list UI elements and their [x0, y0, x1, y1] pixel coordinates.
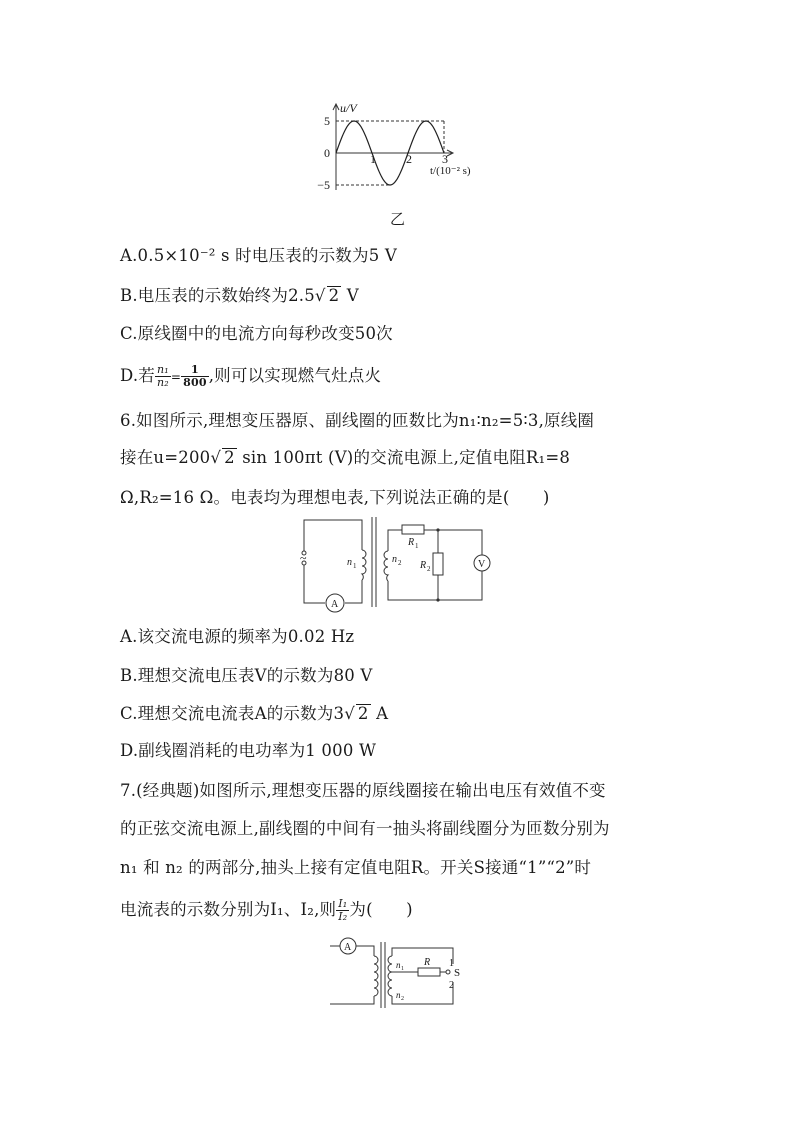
q7-frac-num: I₁: [338, 897, 348, 910]
q6-n1-label: n: [347, 557, 352, 568]
q7-key2-label: 2: [449, 980, 454, 991]
q5-option-b-unit: V: [341, 286, 359, 305]
q6-stem-line1: 6.如图所示,理想变压器原、副线圈的匝数比为n₁∶n₂=5∶3,原线圈: [120, 411, 595, 430]
q7-key1-label: 1: [449, 958, 454, 969]
q7-frac-den: I₂: [338, 910, 348, 923]
x-tick-label: 2: [406, 152, 412, 166]
q6-voltmeter-label: V: [478, 559, 486, 570]
svg-text:1: 1: [353, 562, 357, 570]
q7-n2-label: n: [396, 990, 401, 1000]
q6-secondary-coil-icon: [384, 551, 388, 581]
q5-d-frac2-den: 800: [183, 376, 207, 389]
q6-line2-post: sin 100πt (V)的交流电源上,定值电阻R₁=8: [236, 448, 571, 467]
q6-line2-pre: 接在u=200: [120, 448, 211, 467]
svg-text:2: 2: [401, 996, 404, 1002]
x-tick-label: 1: [370, 152, 376, 166]
q7-switch-icon: [446, 970, 450, 974]
q7-r-label: R: [424, 957, 431, 968]
svg-text:2: 2: [398, 559, 402, 567]
q7-resistor-icon: [418, 968, 440, 976]
q7-s-label: S: [454, 967, 461, 979]
q6-stem-line3: Ω,R₂=16 Ω。电表均为理想电表,下列说法正确的是( ): [120, 488, 550, 507]
svg-text:1: 1: [401, 966, 404, 972]
q5-d-frac2-num: 1: [181, 364, 209, 377]
q7-line4-post: 为( ): [349, 900, 413, 919]
y-axis-label: u/V: [340, 101, 357, 115]
q6-option-c-unit: A: [370, 704, 389, 723]
q6-resistor-r2-icon: [433, 553, 443, 575]
q7-n1-label: n: [396, 960, 401, 970]
q7-ammeter-label: A: [344, 942, 352, 953]
q5-option-a: A.0.5×10⁻² s 时电压表的示数为5 V: [120, 246, 397, 265]
q5-option-b: B.电压表的示数始终为2.5√ 2 V: [120, 286, 359, 305]
q6-option-a: A.该交流电源的频率为0.02 Hz: [120, 627, 355, 646]
q6-line2-sqrt: 2: [224, 448, 235, 467]
q7-secondary-coil-icon: [388, 956, 392, 996]
q5-d-frac-den: n₂: [157, 376, 169, 389]
q7-line4-pre: 电流表的示数分别为I₁、I₂,则: [120, 900, 337, 919]
q6-resistor-r1-icon: [402, 525, 424, 534]
q6-r1-label: R: [408, 537, 415, 548]
q5-d-eq: =: [170, 370, 182, 384]
q6-circuit-diagram: [292, 515, 492, 610]
q7-stem-line1: 7.(经典题)如图所示,理想变压器的原线圈接在输出电压有效值不变: [120, 781, 606, 800]
q6-option-c-sqrt: 2: [357, 704, 369, 723]
q5-option-c: C.原线圈中的电流方向每秒改变50次: [120, 324, 393, 343]
q5-option-d: [120, 364, 381, 389]
q6-stem-line2: 接在u=200√ 2 sin 100πt (V)的交流电源上,定值电阻R₁=8: [120, 448, 571, 467]
x-axis-label: t/(10⁻² s): [430, 165, 471, 177]
y-tick-label: 0: [324, 146, 330, 160]
q6-primary-coil-icon: [362, 550, 366, 580]
svg-text:1: 1: [415, 542, 419, 550]
q6-ammeter-label: A: [331, 599, 339, 610]
q6-option-b: B.理想交流电压表V的示数为80 V: [120, 666, 373, 685]
q5-option-d-prefix: D.若: [120, 366, 155, 385]
q5-option-b-sqrt: 2: [328, 286, 340, 305]
q7-stem-line3: n₁ 和 n₂ 的两部分,抽头上接有定值电阻R。开关S接通“1”“2”时: [120, 858, 592, 877]
svg-text:2: 2: [427, 565, 431, 573]
q5-d-frac-num: n₁: [157, 363, 169, 376]
q6-option-c-pre: C.理想交流电流表A的示数为3: [120, 704, 345, 723]
q6-option-d: D.副线圈消耗的电功率为1 000 W: [120, 741, 377, 760]
q5-option-b-text: B.电压表的示数始终为2.5: [120, 286, 315, 305]
y-tick-label: 5: [324, 114, 330, 128]
q7-stem-line4: [120, 898, 413, 923]
y-tick-label: −5: [317, 178, 330, 192]
q7-circuit-diagram: [328, 938, 478, 1013]
q5-option-d-suffix: ,则可以实现燃气灶点火: [208, 366, 382, 385]
q6-r2-label: R: [420, 560, 427, 571]
q7-primary-coil-icon: [374, 956, 378, 996]
figure-caption-yi: 乙: [390, 210, 406, 228]
q6-option-c: C.理想交流电流表A的示数为3√ 2 A: [120, 704, 389, 723]
x-tick-label: 3: [442, 152, 448, 166]
q6-source-label: ~: [300, 551, 307, 565]
q6-n2-label: n: [392, 554, 397, 565]
q7-stem-line2: 的正弦交流电源上,副线圈的中间有一抽头将副线圈分为匝数分别为: [120, 819, 610, 838]
